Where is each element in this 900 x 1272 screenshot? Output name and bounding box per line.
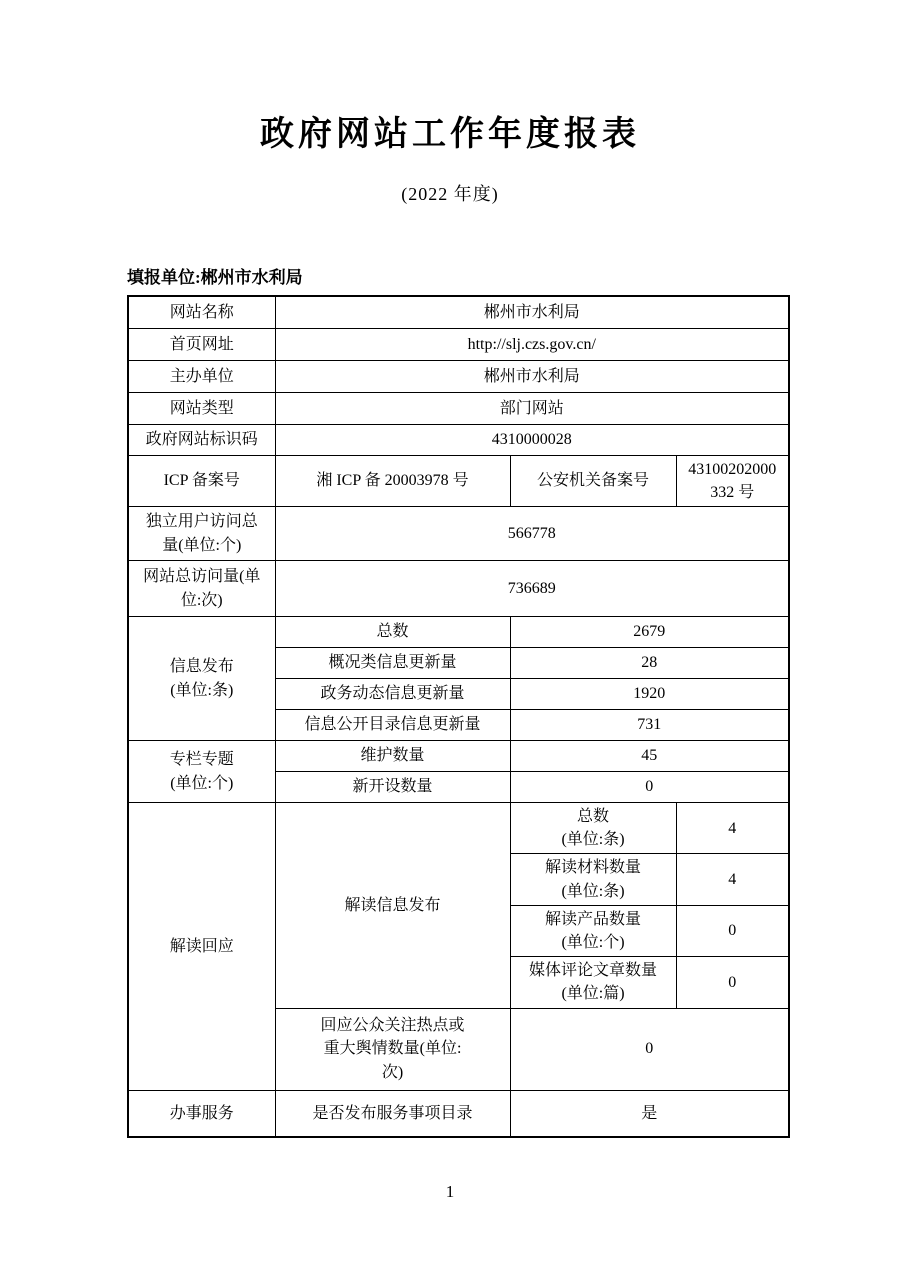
info-publish-catalog-label: 信息公开目录信息更新量 <box>275 710 510 741</box>
row-site-name <box>128 296 789 328</box>
row-services-catalog <box>128 1090 789 1137</box>
interp-material-label: 解读材料数量 (单位:条) <box>510 854 676 905</box>
interp-media-value: 0 <box>676 957 789 1008</box>
page-subtitle: (2022 年度) <box>401 184 499 205</box>
icp-label: ICP 备案号 <box>128 455 275 506</box>
reporting-unit: 填报单位:郴州市水利局 <box>127 268 303 288</box>
row-interp-total <box>128 803 789 854</box>
interp-product-value: 0 <box>676 905 789 956</box>
row-info-publish-total <box>128 617 789 648</box>
services-group: 办事服务 <box>128 1090 275 1137</box>
special-columns-group: 专栏专题 (单位:个) <box>128 741 275 803</box>
annual-report-table <box>127 295 790 1138</box>
interp-media-label: 媒体评论文章数量 (单位:篇) <box>510 957 676 1008</box>
home-url-value: http://slj.czs.gov.cn/ <box>275 328 789 360</box>
row-icp <box>128 455 789 506</box>
interpretation-subgroup: 解读信息发布 <box>275 803 510 1009</box>
info-publish-overview-label: 概况类信息更新量 <box>275 648 510 679</box>
info-publish-total-label: 总数 <box>275 617 510 648</box>
site-type-value: 部门网站 <box>275 392 789 424</box>
site-type-label: 网站类型 <box>128 392 275 424</box>
row-site-type <box>128 392 789 424</box>
interp-material-value: 4 <box>676 854 789 905</box>
site-name-label: 网站名称 <box>128 296 275 328</box>
unique-visitors-value: 566778 <box>275 507 789 561</box>
info-publish-news-label: 政务动态信息更新量 <box>275 679 510 710</box>
public-response-label: 回应公众关注热点或重大舆情数量(单位:次) <box>275 1008 510 1090</box>
unique-visitors-label: 独立用户访问总量(单位:个) <box>128 507 275 561</box>
site-name-value: 郴州市水利局 <box>275 296 789 328</box>
info-publish-group: 信息发布 (单位:条) <box>128 617 275 741</box>
info-publish-catalog-value: 731 <box>510 710 789 741</box>
row-sponsor <box>128 360 789 392</box>
interpretation-group: 解读回应 <box>128 803 275 1091</box>
total-visits-value: 736689 <box>275 561 789 617</box>
site-code-label: 政府网站标识码 <box>128 424 275 455</box>
page-title: 政府网站工作年度报表 <box>260 115 640 153</box>
interp-total-label: 总数 (单位:条) <box>510 803 676 854</box>
icp-value: 湘 ICP 备 20003978 号 <box>275 455 510 506</box>
special-maintained-value: 45 <box>510 741 789 772</box>
sponsor-value: 郴州市水利局 <box>275 360 789 392</box>
site-code-value: 4310000028 <box>275 424 789 455</box>
services-catalog-value: 是 <box>510 1090 789 1137</box>
total-visits-label: 网站总访问量(单位:次) <box>128 561 275 617</box>
special-new-value: 0 <box>510 772 789 803</box>
interp-total-value: 4 <box>676 803 789 854</box>
sponsor-label: 主办单位 <box>128 360 275 392</box>
row-site-code <box>128 424 789 455</box>
services-catalog-label: 是否发布服务事项目录 <box>275 1090 510 1137</box>
police-record-value: 43100202000332 号 <box>676 455 789 506</box>
special-maintained-label: 维护数量 <box>275 741 510 772</box>
row-home-url <box>128 328 789 360</box>
row-special-maintained <box>128 741 789 772</box>
info-publish-total-value: 2679 <box>510 617 789 648</box>
public-response-value: 0 <box>510 1008 789 1090</box>
info-publish-overview-value: 28 <box>510 648 789 679</box>
police-record-label: 公安机关备案号 <box>510 455 676 506</box>
info-publish-news-value: 1920 <box>510 679 789 710</box>
home-url-label: 首页网址 <box>128 328 275 360</box>
interp-product-label: 解读产品数量 (单位:个) <box>510 905 676 956</box>
row-unique-visitors <box>128 507 789 561</box>
special-new-label: 新开设数量 <box>275 772 510 803</box>
page-number: 1 <box>445 1182 455 1201</box>
row-total-visits <box>128 561 789 617</box>
